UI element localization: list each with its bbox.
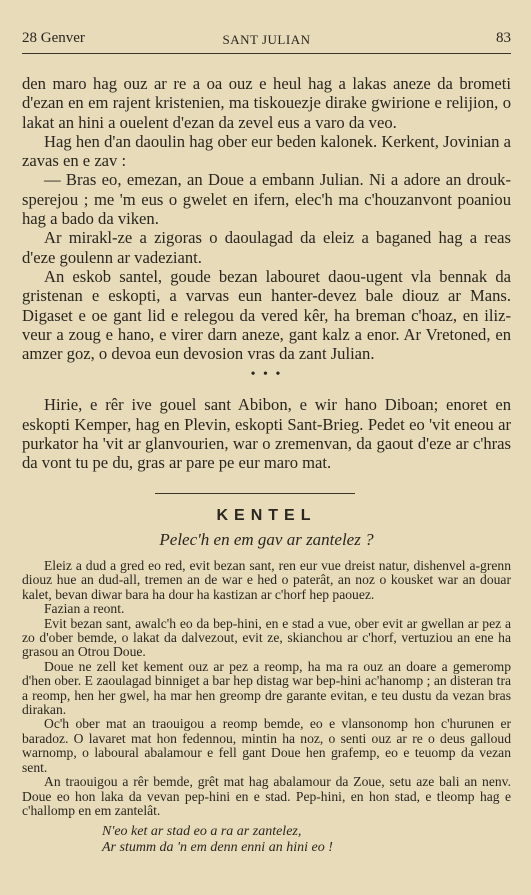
lesson-text (22, 559, 511, 818)
section-title: KENTEL (216, 507, 317, 524)
paragraph: den maro hag ouz ar re a oa ouz e heul hag a lakas aneze da brometi d'ezan en em rajent kristenien, ma tiskouezje dirake gwirione e relijion, o lakat an hini a ouelent d'ezan da zevel eus a varo da veo. (22, 74, 511, 132)
section-rule (155, 493, 355, 494)
running-header (22, 30, 511, 52)
lesson-paragraph: Eleiz a dud a gred eo red, evit bezan sant, ren eur vue dreist natur, dishenvel a-grenn diouz hue an dud-all, tremen an de war e hed o paterât, an noz o kousket war an douar kalet, bevan diwar bara ha dour ha kastizan ar c'horf hep paouez. (22, 558, 511, 602)
section-separator: • • • (250, 367, 283, 383)
paragraph: — Bras eo, emezan, an Doue a embann Julian. Ni a adore an drouk-sperejou ; me 'm eus o gwelet en ifern, elec'h ma c'houzanvont poaniou hag a bado da viken. (22, 170, 511, 229)
main-text (22, 74, 511, 473)
lesson-paragraph: Doue ne zell ket kement ouz ar pez a reomp, ha ma ra ouz an doare a gemeromp d'hen ober. E zaoulagad binniget a bar hep distag war bep-hini ac'hanomp ; an disteran tra a reomp, hen her gwel, ha mar hen greomp dre garante evitan, e teu dustu da vezan bras dirakan. (22, 658, 511, 718)
paragraph: Hag hen d'an daoulin hag ober eur beden kalonek. Kerkent, Jovinian a zavas en e zav : (22, 131, 511, 171)
header-rule (22, 53, 511, 54)
kentel-section (22, 506, 511, 856)
lesson-paragraph: Evit bezan sant, awalc'h eo da bep-hini, en e stad a vue, ober evit ar gwellan ar pez a zo d'ober bemde, o lakat da dalvezout, evit ze, skianchou ar c'horf, vertuziou an ene ha grasou an Otrou Doue. (22, 615, 511, 660)
header-title: SANT JULIAN (222, 32, 311, 47)
closing-line: Ar stumm da 'n em denn enni an hini eo ! (102, 840, 333, 856)
closing-verse (22, 824, 511, 856)
section-subtitle: Pelec'h en em gav ar zantelez ? (159, 530, 374, 549)
page-number: 83 (496, 30, 511, 46)
lesson-paragraph: Oc'h ober mat an traouigou a reomp bemde, eo e vlansonomp hon c'hurunen er baradoz. O lavaret mat hon fedennou, mintin ha noz, o senti ouz ar re o deus galloud warnomp, o laboural abalamour e fell gant Doue hen grafemp, eo e teuomp da vezan sent. (22, 716, 511, 775)
closing-line: N'eo ket ar stad eo a ra ar zantelez, (102, 824, 302, 840)
paragraph: Ar mirakl-ze a zigoras o daoulagad da eleiz a baganed hag a reas d'eze goulenn ar vadeziant. (22, 228, 511, 267)
header-date: 28 Genver (22, 30, 85, 46)
lesson-paragraph: Fazian a reont. (44, 601, 125, 617)
lesson-paragraph: An traouigou a rêr bemde, grêt mat hag abalamour da Zoue, setu aze bali an nenv. Doue eo hon laka da vevan pep-hini en e stad. Pep-hini, en hon stad, e tleomp hag e c'hallomp en em zantelât. (22, 774, 511, 818)
paragraph: An eskob santel, goude bezan labouret daou-ugent vla bennak da gristenan e eskopti, a varvas eun hanter-devez bale diouz ar Mans. Digaset e oe gant lid e relegou da vered kêr, ha breman c'hoaz, en iliz-veur a zoug e hano, e virer darn aneze, gant kalz a enor. Ar Vretoned, en amzer goz, o devoa eun devosion vras da zant Julian. (22, 266, 511, 364)
paragraph: Hirie, e rêr ive gouel sant Abibon, e wir hano Diboan; enoret en eskopti Kemper, hag en Plevin, eskopti Sant-Brieg. Pedet eo 'vit eneou ar purkator ha 'vit ar glanvourien, war o zremenvan, da gaout d'eze ar c'hras da vont tu pe du, gras ar pare pe eur maro mat. (22, 395, 511, 473)
